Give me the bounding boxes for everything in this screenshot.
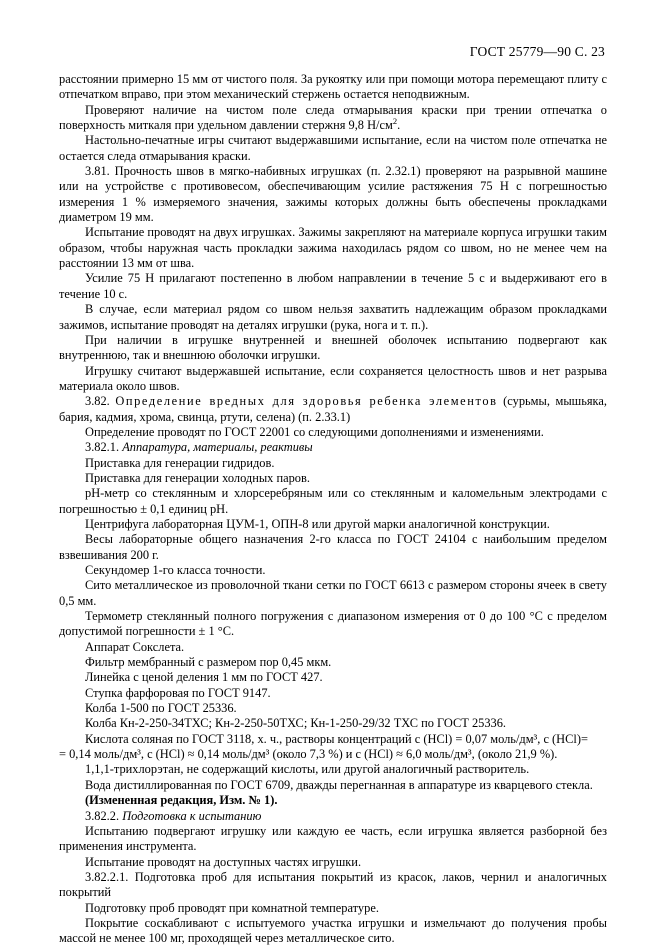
paragraph: Аппарат Сокслета. (85, 639, 185, 654)
paragraph: Усилие 75 Н прилагают постепенно в любом направлении в течение 5 с и выдерживают его в течение 10 с. (59, 271, 607, 301)
paragraph: расстоянии примерно 15 мм от чистого поля. За рукоятку или при помощи мотора перемещают плиту с отпечатком вправо, при этом механический стержень остается неподвижным. (59, 72, 607, 102)
paragraph: Центрифуга лабораторная ЦУМ-1, ОПН-8 или другой марки аналогичной конструкции. (85, 516, 550, 531)
paragraph: Приставка для генерации холодных паров. (85, 470, 310, 485)
section-title: Определение вредных для здоровья ребенка элементов (115, 394, 498, 409)
paragraph: 3.81. Прочность швов в мягко-набивных игрушках (п. 2.32.1) проверяют на разрывной машине или на устройстве с противовесом, обеспечивающим усилие растяжения 75 Н с погрешностью измерения 1 % измеряемого значения, зажимы которых должны быть обеспечены прокладками диаметром 19 мм. (59, 164, 607, 225)
section-title: Аппаратура, материалы, реактивы (122, 440, 313, 455)
paragraph: Испытание проводят на двух игрушках. Зажимы закрепляют на материале корпуса игрушки таким образом, чтобы наружная часть прокладки зажима находилась рядом со швом, но не менее чем на расстоянии 13 мм от шва. (59, 225, 607, 271)
section-title: Подготовка к испытанию (122, 808, 262, 823)
paragraph: Приставка для генерации гидридов. (85, 455, 275, 470)
superscript: 2 (392, 115, 398, 126)
paragraph: Подготовку проб проводят при комнатной температуре. (85, 900, 379, 915)
paragraph: Фильтр мембранный с размером пор 0,45 мкм. (85, 655, 332, 670)
section-number: 3.82. (85, 394, 110, 409)
paragraph: Колба Кн-2-250-34ТХС; Кн-2-250-50ТХС; Кн-1-250-29/32 ТХС по ГОСТ 25336. (85, 716, 507, 731)
section-title-tail: (сурьмы, мышьяка, бария, кадмия, хрома, свинца, ртути, селена) (п. 2.33.1) (59, 394, 607, 424)
document-body (59, 72, 607, 947)
paragraph: Испытанию подвергают игрушку или каждую ее часть, если игрушка является разборной без применения инструмента. (59, 823, 607, 854)
paragraph: 1,1,1-трихлорэтан, не содержащий кислоты, или другой аналогичный растворитель. (85, 762, 530, 777)
paragraph: Весы лабораторные общего назначения 2-го класса по ГОСТ 24104 с наибольшим пределом взвешивания 200 г. (59, 532, 607, 562)
paragraph: Линейка с ценой деления 1 мм по ГОСТ 427. (85, 670, 323, 685)
paragraph: Настольно-печатные игры считают выдержавшими испытание, если на чистом поле отпечатка не остается следа отмарывания краски. (59, 133, 607, 163)
page-number: С. 23 (574, 44, 605, 59)
paragraph: Вода дистиллированная по ГОСТ 6709, дважды перегнанная в аппаратуре из кварцевого стекла. (85, 777, 593, 792)
section-number: 3.82.2.1. (85, 869, 129, 884)
standard-number: ГОСТ 25779—90 (469, 44, 572, 59)
paragraph: Сито металлическое из проволочной ткани сетки по ГОСТ 6613 с размером стороны ячеек в свету 0,5 мм. (59, 578, 607, 608)
paragraph: pH-метр со стеклянным и хлорсеребряным или со стеклянным и каломельным электродами с погрешностью ± 0,1 единиц рН. (59, 486, 607, 516)
paragraph: Термометр стеклянный полного погружения с диапазоном измерения от 0 до 100 °С с пределом допустимой погрешности ± 1 °С. (59, 609, 607, 639)
paragraph: Определение проводят по ГОСТ 22001 со следующими дополнениями и изменениями. (85, 424, 544, 439)
section-heading-3-82-2 (59, 809, 607, 824)
section-heading-3-82-2-1 (59, 870, 607, 901)
section-heading-3-82-1 (59, 440, 607, 455)
paragraph: Колба 1-500 по ГОСТ 25336. (85, 701, 237, 716)
paragraph-acid-line-2: = 0,14 моль/дм³, с (HCl) ≈ 0,14 моль/дм³ (около 7,3 %) и с (HCl) ≈ 6,0 моль/дм³, (около 21,9 %). (59, 747, 558, 762)
paragraph: Проверяют наличие на чистом поле следа отмарывания краски при трении отпечатка о поверхность миткаля при удельном давлении стержня 9,8 $Н/см^2$. (59, 102, 607, 133)
paragraph: Секундомер 1-го класса точности. (85, 563, 266, 577)
paragraph: Игрушку считают выдержавшей испытание, если сохраняется целостность швов и нет разрыва материала около швов. (59, 363, 607, 393)
revision-note: (Измененная редакция, Изм. № 1). (85, 793, 278, 808)
page-header (470, 44, 605, 60)
section-number: 3.82.1. (85, 440, 120, 455)
paragraph: Покрытие соскабливают с испытуемого участка игрушки и измельчают до получения пробы массой не менее 100 мг, проходящей через металлическое сито. (59, 915, 607, 946)
paragraph: В случае, если материал рядом со швом нельзя захватить надлежащим образом прокладками зажимов, испытание проводят на деталях игрушки (рука, нога и т. п.). (59, 302, 607, 332)
paragraph-acid-line-1: Кислота соляная по ГОСТ 3118, х. ч., растворы концентраций с (HCl) = 0,07 моль/дм³, с (HCl)= (85, 731, 588, 746)
section-heading-3-82 (59, 394, 607, 425)
section-title: Подготовка проб для испытания покрытий из красок, лаков, чернил и аналогичных покрытий (59, 869, 607, 900)
paragraph: Испытание проводят на доступных частях игрушки. (85, 854, 362, 869)
paragraph: При наличии в игрушке внутренней и внешней оболочек испытанию подвергают как внутреннюю, так и внешнюю оболочки игрушки. (59, 332, 607, 363)
paragraph: Ступка фарфоровая по ГОСТ 9147. (85, 685, 271, 700)
section-number: 3.82.2. (85, 808, 120, 823)
